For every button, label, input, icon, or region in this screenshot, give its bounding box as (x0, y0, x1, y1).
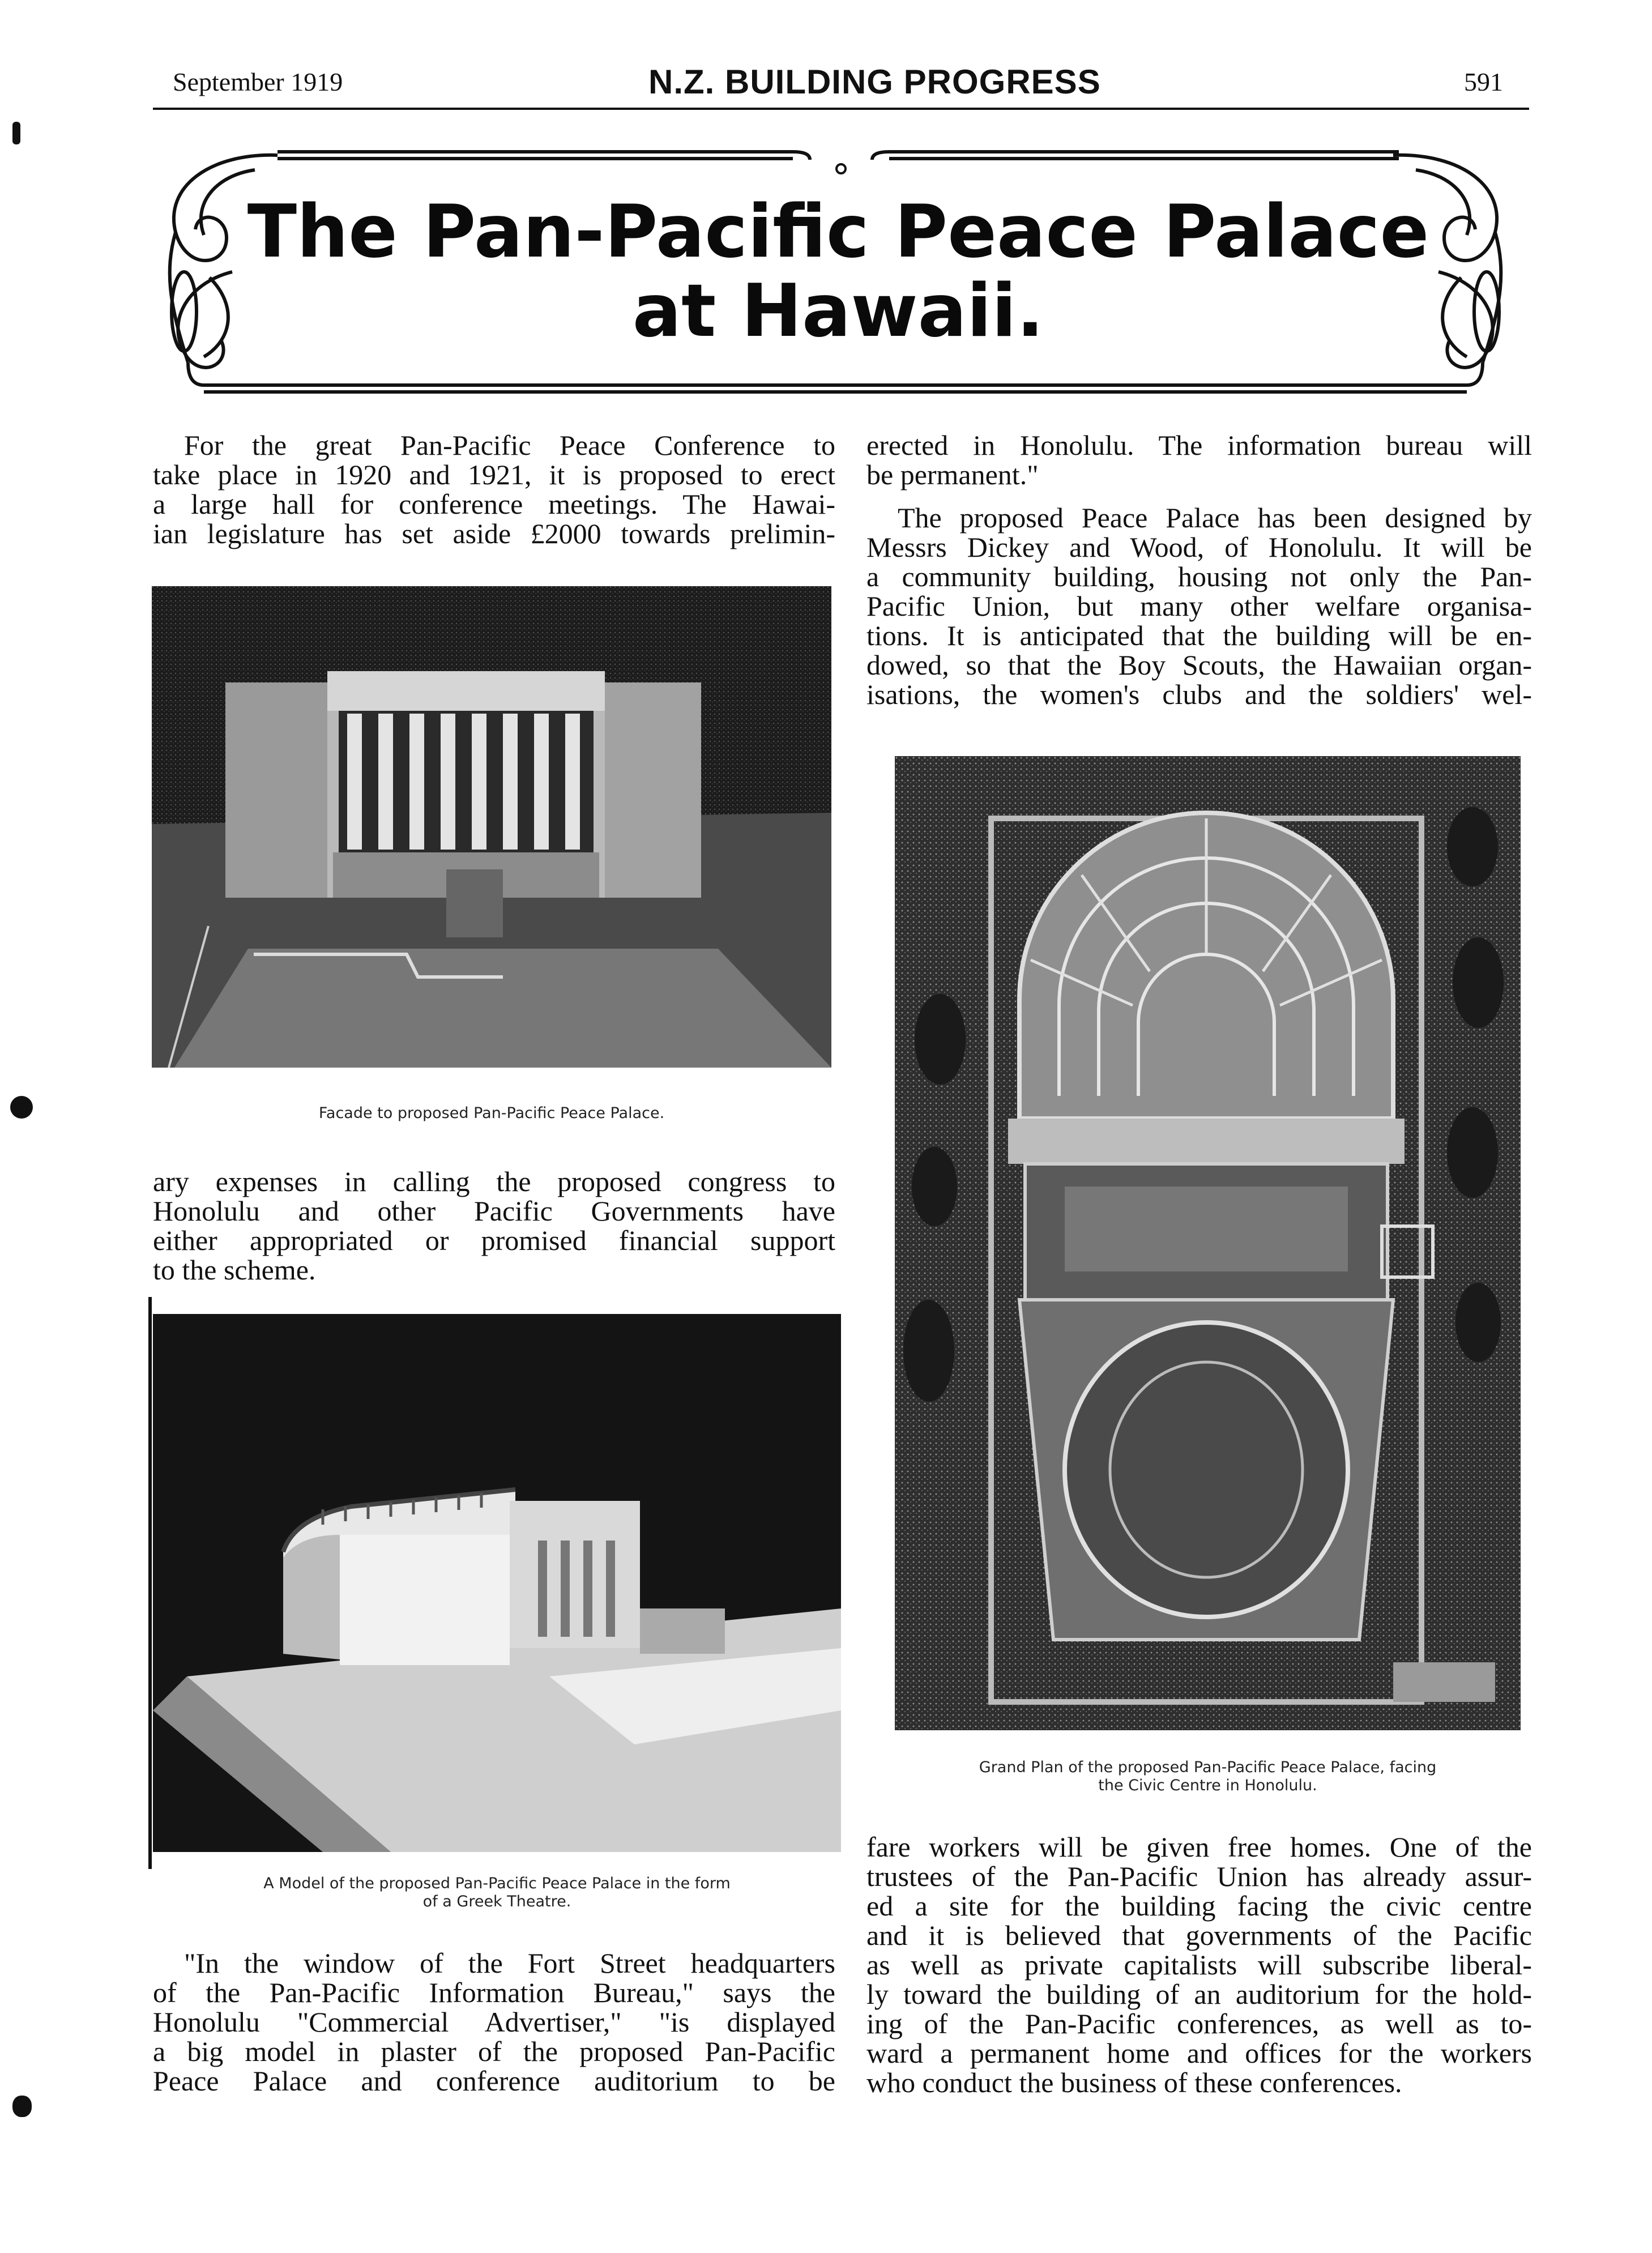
margin-blot (12, 122, 20, 144)
photo-edge-rule (148, 1297, 152, 1869)
article-title-line-1: The Pan-Pacific Peace Palace (247, 190, 1429, 274)
right-paragraph-3 (866, 1832, 1532, 2097)
text-line: Peace Palace and conference auditorium to be (153, 2065, 835, 2097)
plan-illustration (895, 756, 1521, 1730)
text-line: to the scheme. (153, 1254, 316, 1286)
facade-illustration (152, 586, 831, 1068)
text-line: For the great Pan-Pacific Peace Conference to (184, 429, 835, 461)
plan-caption-line-2: the Civic Centre in Honolulu. (1098, 1777, 1317, 1794)
text-line: fare workers will be given free homes. One of the (866, 1831, 1532, 1863)
facade-photo (152, 586, 831, 1068)
greek-theatre-model-photo (153, 1314, 841, 1852)
text-line: ly toward the building of an auditorium for the hold- (866, 1978, 1532, 2010)
text-line: of the Pan-Pacific Information Bureau," says the (153, 1977, 835, 2008)
article-title-line-2: at Hawaii. (632, 269, 1044, 353)
text-line: a large hall for conference meetings. The Hawai- (153, 488, 835, 520)
text-line: ian legislature has set aside £2000 towards prelimin- (153, 518, 835, 549)
right-paragraph-2 (866, 503, 1532, 709)
facade-caption: Facade to proposed Pan-Pacific Peace Palace. (318, 1104, 665, 1122)
text-line: either appropriated or promised financial support (153, 1224, 835, 1256)
left-paragraph-3 (153, 1948, 835, 2096)
text-line: erected in Honolulu. The information bureau will (866, 429, 1532, 461)
left-paragraph-2 (153, 1167, 835, 1285)
text-line: ward a permanent home and offices for the workers (866, 2037, 1532, 2069)
plan-caption-line-1: Grand Plan of the proposed Pan-Pacific Peace Palace, facing (979, 1759, 1437, 1776)
model-illustration (153, 1314, 841, 1852)
text-line: take place in 1920 and 1921, it is proposed to erect (153, 459, 835, 490)
text-line: and it is believed that governments of the Pacific (866, 1919, 1532, 1951)
model-caption-line-2: of a Greek Theatre. (422, 1893, 571, 1910)
text-line: Pacific Union, but many other welfare organisa- (866, 590, 1532, 622)
text-line: "In the window of the Fort Street headquarters (184, 1947, 835, 1979)
right-paragraph-1 (866, 430, 1532, 489)
text-line: The proposed Peace Palace has been designed by (898, 502, 1532, 534)
text-line: ary expenses in calling the proposed congress to (153, 1166, 835, 1197)
header-rule (153, 108, 1529, 110)
text-line: who conduct the business of these conferences. (866, 2067, 1402, 2098)
issue-date: September 1919 (173, 67, 343, 96)
text-line: Messrs Dickey and Wood, of Honolulu. It will be (866, 531, 1532, 563)
text-line: be permanent." (866, 459, 1039, 490)
text-line: trustees of the Pan-Pacific Union has already assur- (866, 1861, 1532, 1892)
text-line: Honolulu and other Pacific Governments have (153, 1195, 835, 1227)
margin-blot (12, 2096, 32, 2117)
page-number: 591 (1464, 67, 1503, 96)
text-line: tions. It is anticipated that the building will be en- (866, 620, 1532, 651)
text-line: a big model in plaster of the proposed Pan-Pacific (153, 2036, 835, 2067)
model-caption-line-1: A Model of the proposed Pan-Pacific Peace Palace in the form (263, 1875, 731, 1892)
text-line: a community building, housing not only the Pan- (866, 561, 1532, 592)
text-line: as well as private capitalists will subscribe liberal- (866, 1949, 1532, 1981)
text-line: dowed, so that the Boy Scouts, the Hawaiian organ- (866, 649, 1532, 681)
margin-blot (10, 1096, 33, 1119)
text-line: ed a site for the building facing the civic centre (866, 1890, 1532, 1922)
text-line: ing of the Pan-Pacific conferences, as well as to- (866, 2008, 1532, 2039)
left-paragraph-1 (153, 430, 835, 548)
magazine-name: N.Z. BUILDING PROGRESS (648, 63, 1101, 101)
grand-plan-photo (895, 756, 1521, 1730)
text-line: isations, the women's clubs and the soldiers' wel- (866, 679, 1532, 710)
text-line: Honolulu "Commercial Advertiser," "is displayed (153, 2006, 835, 2038)
